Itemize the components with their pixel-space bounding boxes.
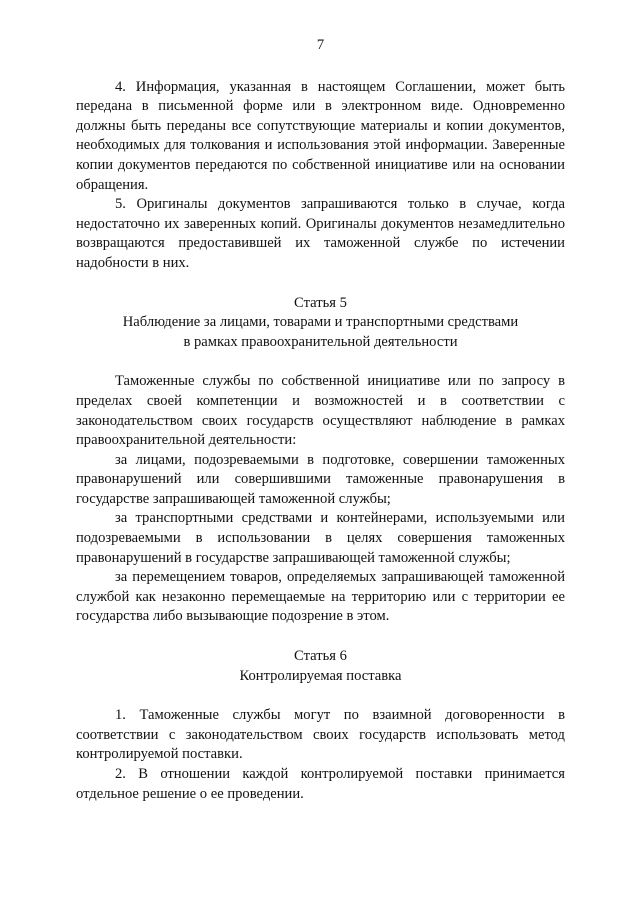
article-5-paragraph: за перемещением товаров, определяемых запрашивающей таможенной службой как незаконно перемещаемые на территорию или с территории ее государства либо вызывающие подозрение в этом. (76, 569, 565, 625)
article-5-label: Статья 5 (294, 294, 347, 311)
spacer (76, 627, 565, 647)
paragraph-item-4: 4. Информация, указанная в настоящем Соглашении, может быть передана в письменной форме или в электронном виде. Одновременно должны быть переданы все сопутствующие материалы и копии документов, необходимых для толкования и использования этой информации. Заверенные копии документов передаются по собственной инициативе или на основании обращения. (76, 78, 565, 193)
spacer (76, 274, 565, 294)
article-5-paragraph: Таможенные службы по собственной инициативе или по запросу в пределах своей компетенции и возможностей и в соответствии с законодательством своих государств осуществляют наблюдение в рамках правоохранительной деятельности: (76, 373, 565, 449)
paragraph-item-5: 5. Оригиналы документов запрашиваются только в случае, когда недостаточно их заверенных копий. Оригиналы документов незамедлительно возвращаются предоставившей их таможенной службе по истечении надобности в них. (76, 196, 565, 271)
article-5-paragraph: за транспортными средствами и контейнерами, используемыми или подозреваемыми в использовании в целях совершения таможенных правонарушений в государстве запрашивающей таможенной службы; (76, 510, 565, 566)
article-5-paragraph: за лицами, подозреваемыми в подготовке, совершении таможенных правонарушений или совершившими таможенные правонарушения в государстве запрашивающей таможенной службы; (76, 451, 565, 507)
article-6-paragraph: 2. В отношении каждой контролируемой поставки принимается отдельное решение о ее проведении. (76, 766, 565, 802)
article-6-title: Контролируемая поставка (239, 667, 402, 684)
article-5-title-line-1: Наблюдение за лицами, товарами и транспортными средствами (122, 314, 519, 331)
article-6-paragraph: 1. Таможенные службы могут по взаимной договоренности в соответствии с законодательством своих государств использовать метод контролируемой поставки. (76, 707, 565, 763)
spacer (76, 686, 565, 706)
article-6-label: Статья 6 (294, 648, 347, 665)
page-number: 7 (316, 37, 325, 53)
article-5-title-line-2: в рамках правоохранительной деятельности (183, 333, 458, 350)
spacer (76, 352, 565, 372)
